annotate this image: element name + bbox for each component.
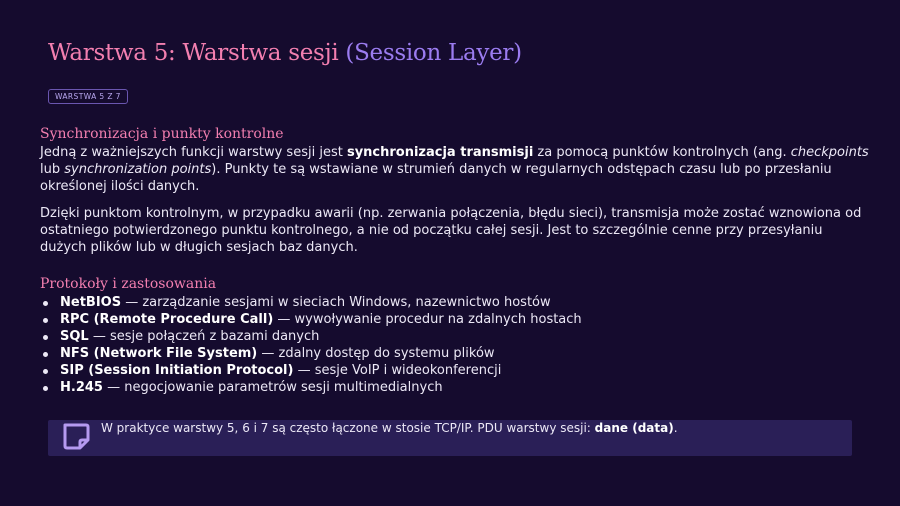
sync-p1-text-4: ). Punkty te są wstawiane w strumień danych w regularnych odstępach czasu lub po przesłaniu określonej ilości danych. <box>40 162 832 194</box>
list-item <box>40 379 870 396</box>
protocol-term: SQL <box>60 329 89 344</box>
protocol-desc: — zarządzanie sesjami w sieciach Windows, nazewnictwo hostów <box>121 295 551 310</box>
sync-section <box>40 126 870 256</box>
list-item <box>40 328 870 345</box>
note-bold: dane (data) <box>594 421 674 435</box>
protocol-desc: — wywoływanie procedur na zdalnych hostach <box>273 312 582 327</box>
protocol-desc: — sesje połączeń z bazami danych <box>88 329 320 344</box>
protocol-term: SIP (Session Initiation Protocol) <box>60 363 294 378</box>
sync-paragraph-2: Dzięki punktom kontrolnym, w przypadku awarii (np. zerwania połączenia, błędu sieci), transmisja może zostać wznowiona od ostatniego potwierdzonego punktu kontrolnego, a nie od początku całej sesji. Jest to szczególnie cenne przy przesyłaniu dużych plików lub w długich sesjach baz danych. <box>40 206 862 255</box>
sync-p1-text-3: lub <box>40 162 65 177</box>
sync-p1-text-2: za pomocą punktów kontrolnych (ang. <box>533 145 791 160</box>
sync-p1-italic-2: synchronization points <box>64 162 212 177</box>
protocol-desc: — zdalny dostęp do systemu plików <box>257 346 495 361</box>
list-item <box>40 294 870 311</box>
note-text-1: W praktyce warstwy 5, 6 i 7 są często łączone w stosie TCP/IP. PDU warstwy sesji: <box>101 421 595 435</box>
note-icon <box>60 420 92 452</box>
note-callout <box>48 420 852 456</box>
protocol-term: NetBIOS <box>60 295 122 310</box>
protocol-term: H.245 <box>60 380 103 395</box>
sync-p1-text-1: Jedną z ważniejszych funkcji warstwy sesji jest <box>40 145 347 160</box>
protocols-list <box>40 294 870 396</box>
protocol-term: NFS (Network File System) <box>60 346 258 361</box>
page-title-subtitle: (Session Layer) <box>345 40 522 66</box>
protocols-heading: Protokoły i zastosowania <box>40 276 217 292</box>
page-title <box>48 40 522 66</box>
page-title-main: Warstwa 5: Warstwa sesji <box>48 40 346 66</box>
sync-p1-italic-1: checkpoints <box>790 145 869 160</box>
sync-paragraph-1 <box>40 144 870 195</box>
layer-badge: WARSTWA 5 Z 7 <box>48 89 128 104</box>
note-text-2: . <box>673 421 678 435</box>
protocol-desc: — sesje VoIP i wideokonferencji <box>293 363 502 378</box>
sync-p1-bold: synchronizacja transmisji <box>346 145 534 160</box>
protocols-section <box>40 276 870 396</box>
protocol-term: RPC (Remote Procedure Call) <box>60 312 274 327</box>
list-item <box>40 311 870 328</box>
sync-heading: Synchronizacja i punkty kontrolne <box>40 126 284 142</box>
list-item <box>40 345 870 362</box>
list-item <box>40 362 870 379</box>
note-text <box>101 420 678 436</box>
protocol-desc: — negocjowanie parametrów sesji multimedialnych <box>102 380 443 395</box>
